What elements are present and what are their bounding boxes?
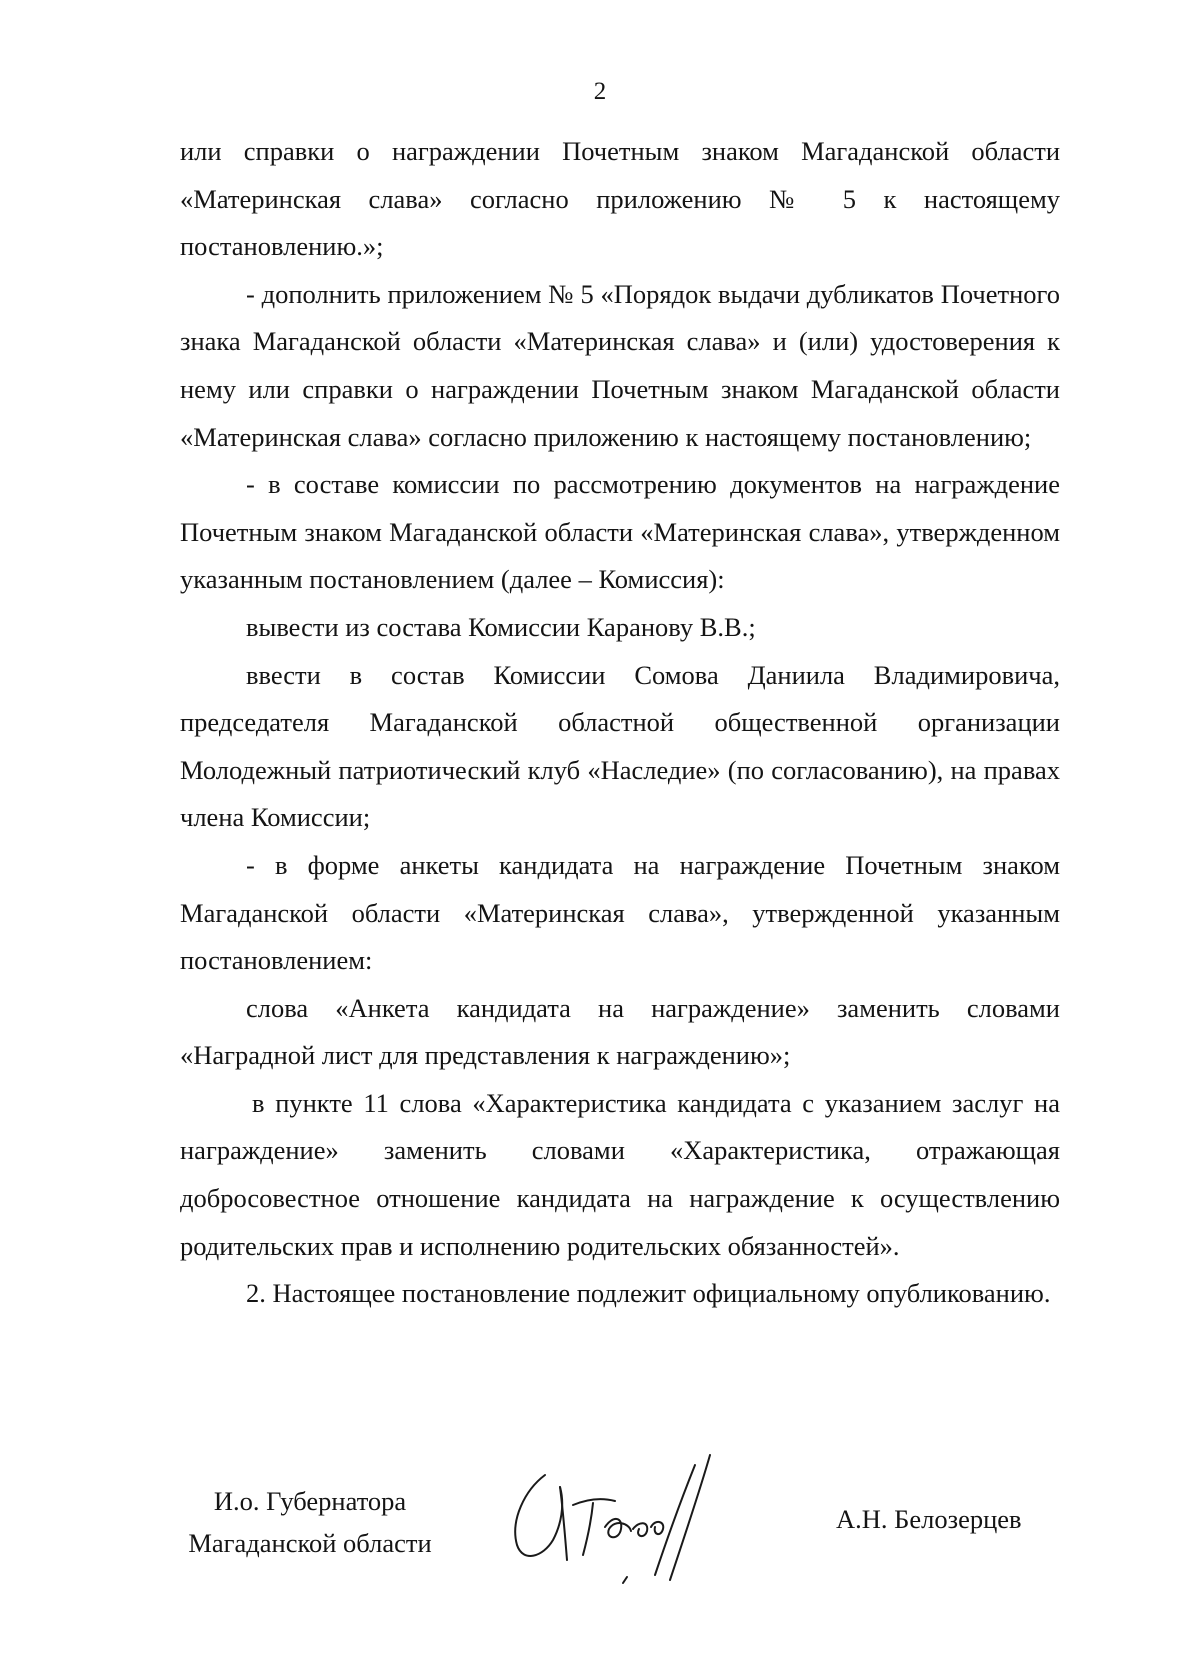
paragraph-add-appendix: - дополнить приложением № 5 «Порядок выдачи дубликатов Почетного знака Магаданской области «Материнская слава» и (или) удостоверения к нему или справки о награждении Почетным знаком Магаданской области «Материнская слава» согласно приложению к настоящему постановлению; — [180, 278, 1060, 452]
paragraph-remove-member: вывести из состава Комиссии Каранову В.В.; — [246, 611, 756, 642]
page-number: 2 — [593, 78, 607, 105]
signatory-name: А.Н. Белозерцев — [836, 1504, 1022, 1534]
handwritten-signature — [505, 1445, 755, 1595]
paragraph-publication: 2. Настоящее постановление подлежит официальному опубликованию. — [246, 1278, 1051, 1309]
paragraph-commission: - в составе комиссии по рассмотрению документов на награждение Почетным знаком Магаданской области «Материнская слава», утвержденном указанным постановлением (далее – Комиссия): — [180, 469, 1060, 595]
signatory-title — [150, 1480, 470, 1564]
document-body — [180, 128, 1060, 1318]
signatory-title-line1: И.о. Губернатора — [213, 1486, 407, 1516]
paragraph-item-11: в пункте 11 слова «Характеристика кандидата с указанием заслуг на награждение» заменить словами «Характеристика, отражающая добросовестное отношение кандидата на награждение к осуществлению родительских прав и исполнению родительских обязанностей». — [180, 1087, 1060, 1261]
paragraph-replace-words: слова «Анкета кандидата на награждение» заменить словами «Наградной лист для представления к награждению»; — [180, 992, 1060, 1071]
signature-block — [0, 1480, 1200, 1610]
paragraph-add-member: ввести в состав Комиссии Сомова Даниила Владимировича, председателя Магаданской областной общественной организации Молодежный патриотический клуб «Наследие» (по согласованию), на правах члена Комиссии; — [180, 659, 1060, 833]
signatory-title-line2: Магаданской области — [188, 1528, 432, 1558]
paragraph-continuation: или справки о награждении Почетным знаком Магаданской области «Материнская слава» согласно приложению № 5 к настоящему постановлению.»; — [180, 136, 1060, 262]
paragraph-form: - в форме анкеты кандидата на награждение Почетным знаком Магаданской области «Материнская слава», утвержденной указанным постановлением: — [180, 849, 1060, 976]
